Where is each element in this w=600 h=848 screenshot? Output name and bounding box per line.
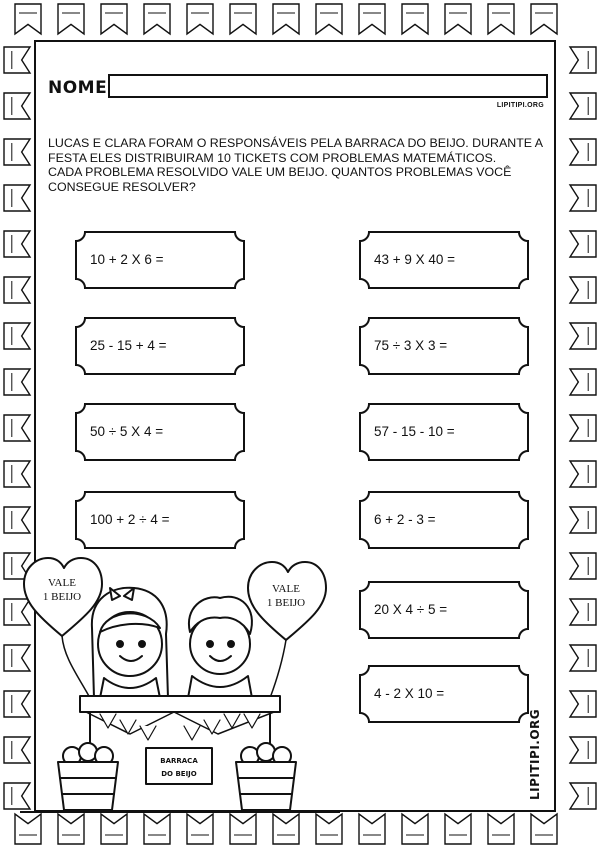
girl-figure bbox=[92, 588, 168, 698]
ticket-expression: 4 - 2 X 10 = bbox=[374, 686, 445, 701]
ticket-expression: 25 - 15 + 4 = bbox=[90, 338, 167, 353]
instructions-paragraph-1: LUCAS E CLARA FORAM O RESPONSÁVEIS PELA BARRACA DO BEIJO. DURANTE A FESTA ELES DISTRIBUIRAM 10 TICKETS COM PROBLEMAS MATEMÁTICOS. bbox=[48, 136, 543, 165]
instructions bbox=[48, 136, 548, 194]
booth-sign-line-1: BARRACA bbox=[160, 757, 198, 765]
ticket[interactable] bbox=[360, 666, 528, 722]
ticket[interactable] bbox=[76, 404, 244, 460]
name-label: NOME bbox=[48, 78, 108, 98]
balloon-right-line-1: VALE bbox=[272, 583, 300, 595]
ticket[interactable] bbox=[76, 492, 244, 548]
ticket-expression: 6 + 2 - 3 = bbox=[374, 512, 436, 527]
booth-counter bbox=[80, 696, 280, 712]
ticket[interactable] bbox=[360, 582, 528, 638]
booth-sign-line-2: DO BEIJO bbox=[161, 770, 197, 778]
basket-right bbox=[236, 743, 296, 810]
ticket-expression: 20 X 4 ÷ 5 = bbox=[374, 602, 448, 617]
ticket[interactable] bbox=[360, 404, 528, 460]
ticket-expression: 57 - 15 - 10 = bbox=[374, 424, 455, 439]
site-watermark-vertical: LIPITIPI.ORG bbox=[528, 708, 542, 800]
site-watermark-top: LIPITIPI.ORG bbox=[496, 102, 544, 109]
balloon-left-line-2: 1 BEIJO bbox=[42, 591, 82, 603]
booth-sign bbox=[146, 748, 212, 784]
ticket-expression: 100 + 2 ÷ 4 = bbox=[90, 512, 170, 527]
ticket[interactable] bbox=[360, 492, 528, 548]
name-field[interactable] bbox=[108, 74, 548, 98]
basket-left bbox=[58, 743, 118, 810]
kissing-booth-illustration bbox=[20, 548, 340, 818]
ticket[interactable] bbox=[76, 318, 244, 374]
balloon-right-line-2: 1 BEIJO bbox=[266, 597, 306, 609]
ticket-expression: 10 + 2 X 6 = bbox=[90, 252, 164, 267]
boy-figure bbox=[188, 597, 252, 698]
ticket[interactable] bbox=[360, 232, 528, 288]
ticket[interactable] bbox=[360, 318, 528, 374]
balloon-left-line-1: VALE bbox=[48, 577, 76, 589]
ticket[interactable] bbox=[76, 232, 244, 288]
instructions-paragraph-2: CADA PROBLEMA RESOLVIDO VALE UM BEIJO. QUANTOS PROBLEMAS VOCÊ CONSEGUE RESOLVER? bbox=[48, 165, 512, 194]
ticket-expression: 50 ÷ 5 X 4 = bbox=[90, 424, 164, 439]
ticket-expression: 75 ÷ 3 X 3 = bbox=[374, 338, 448, 353]
ticket-expression: 43 + 9 X 40 = bbox=[374, 252, 456, 267]
